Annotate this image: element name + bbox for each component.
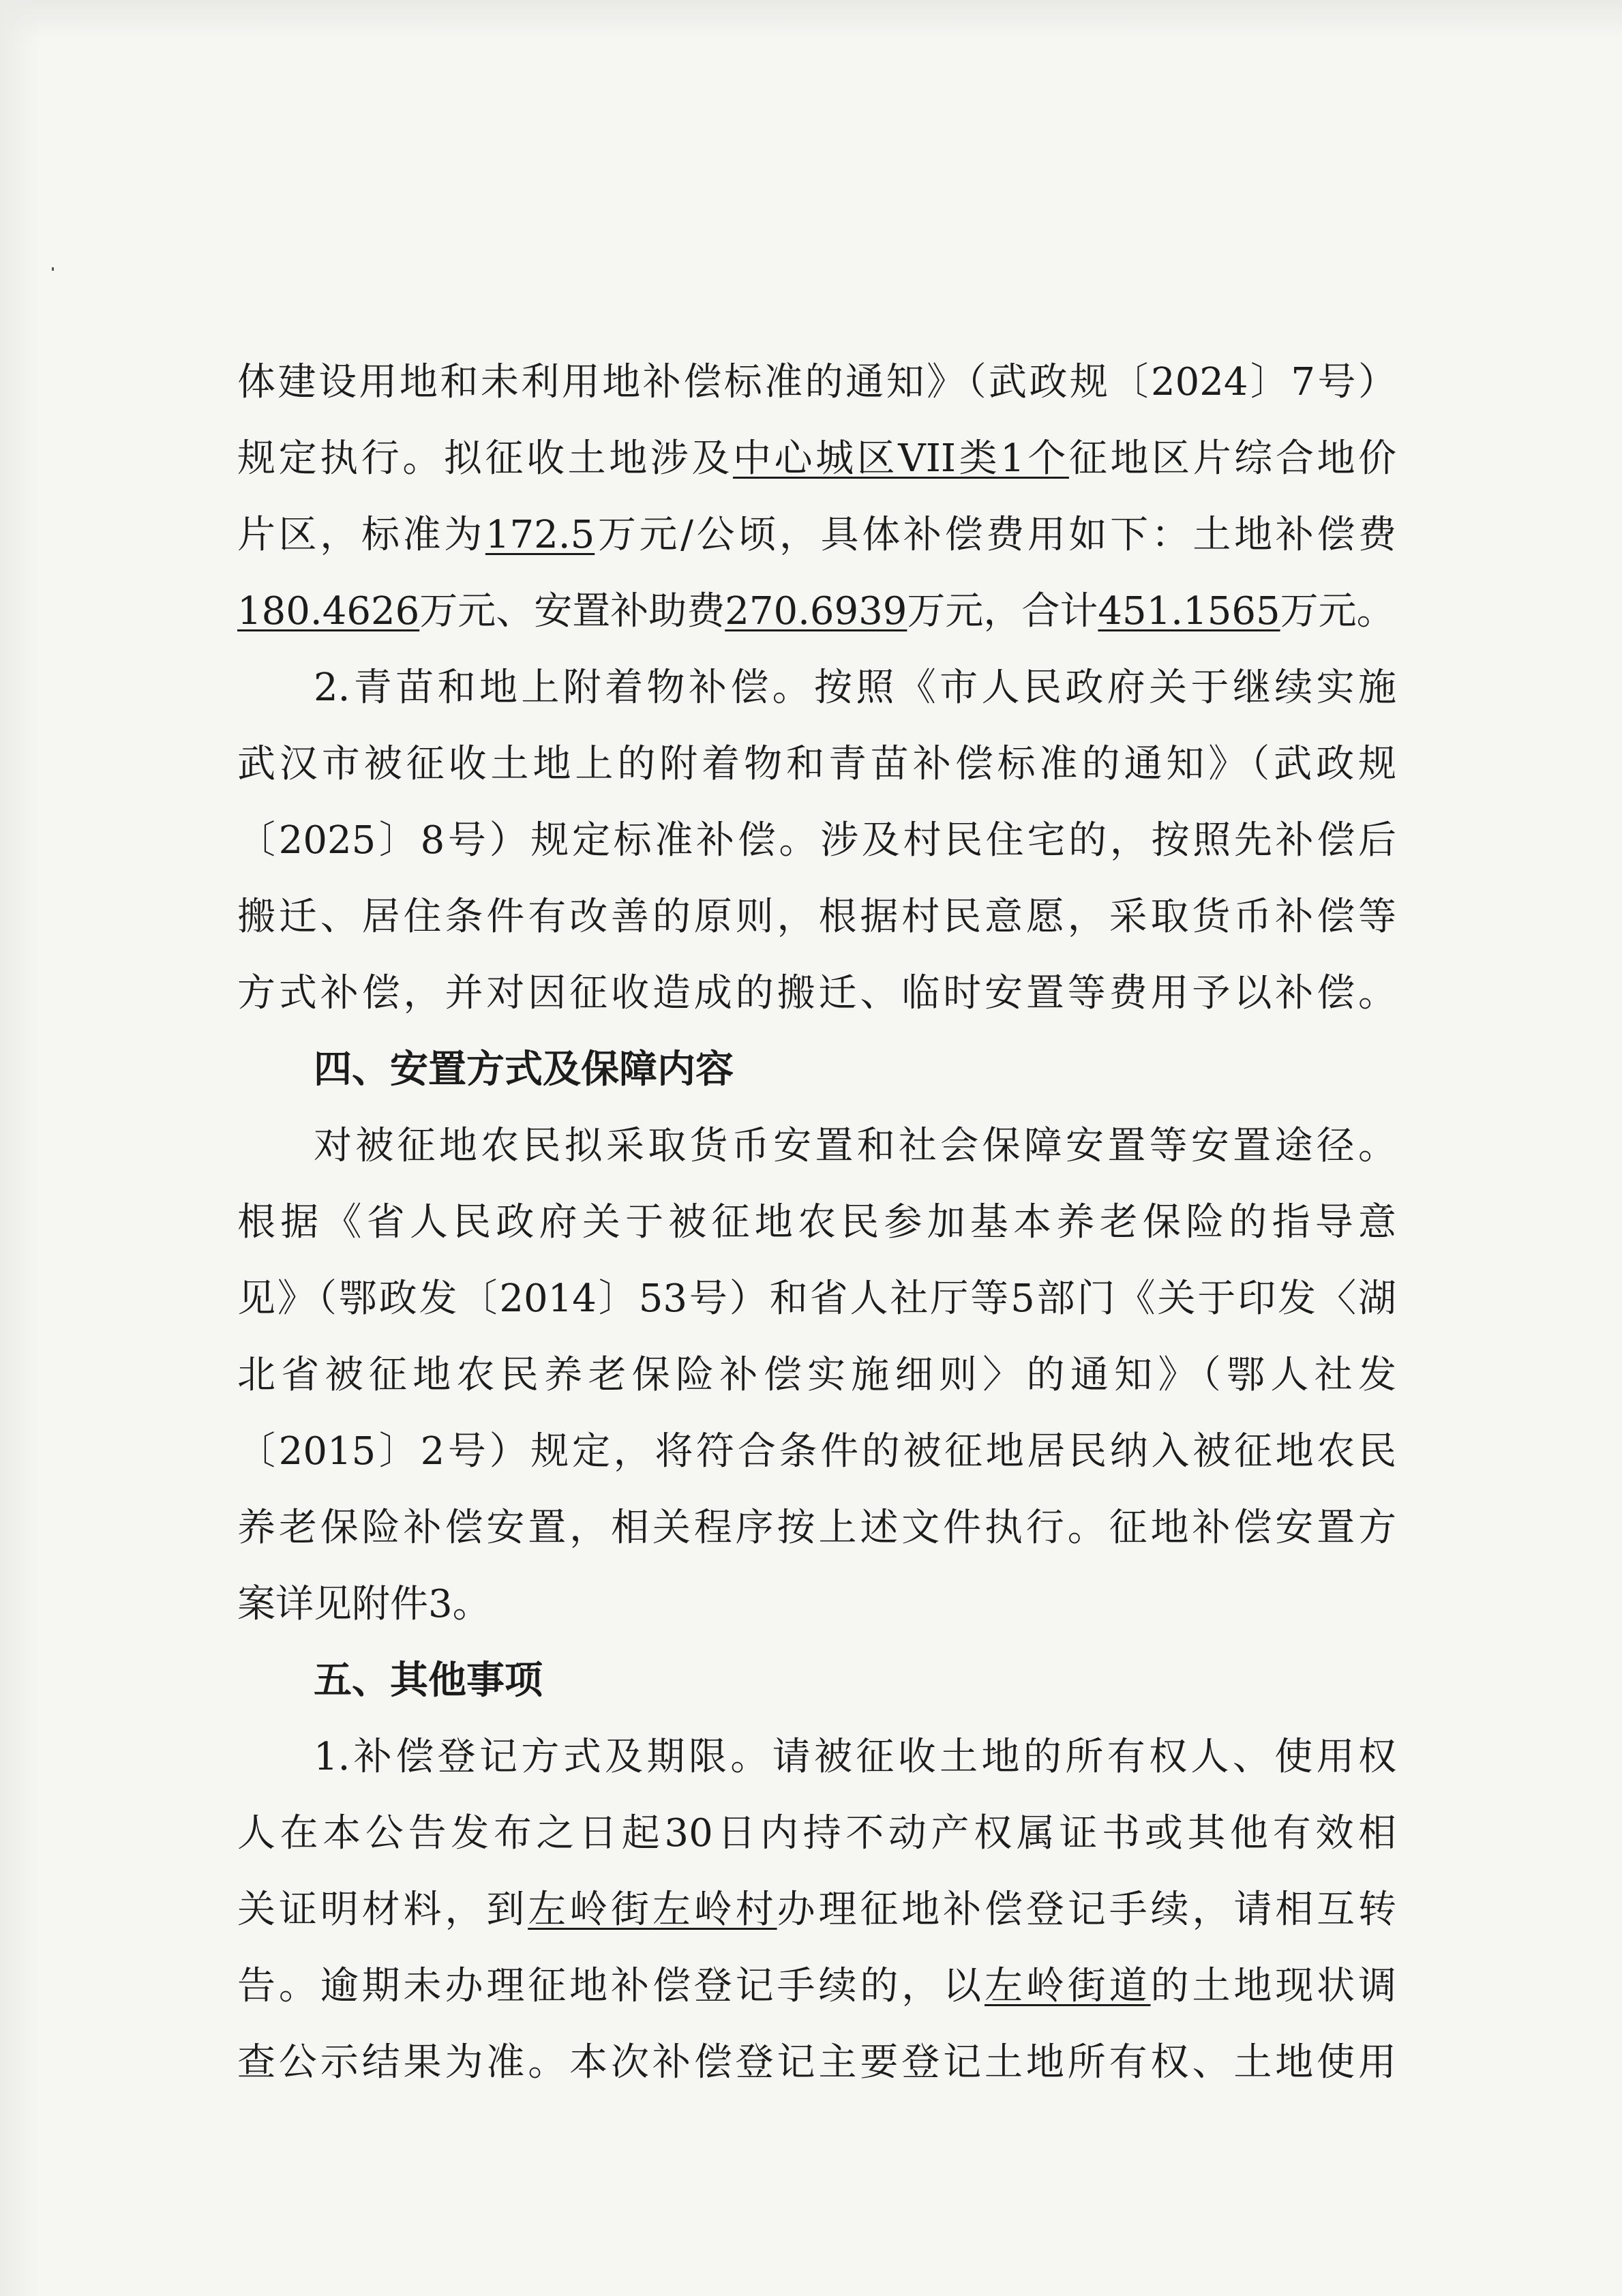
text-run: 片区，标准为 — [237, 513, 485, 557]
text-run: 案详见附件3。 — [237, 1582, 491, 1626]
text-run: 2.青苗和地上附着物补偿。按照《市人民政府关于继续实施 — [314, 666, 1396, 710]
paragraph-1-line-2 — [237, 421, 1396, 497]
paragraph-3-line-2 — [237, 1184, 1396, 1261]
text-run: 的土地现状调 — [1150, 1964, 1396, 2008]
section-heading-4: 四、安置方式及保障内容 — [314, 1047, 734, 1092]
paragraph-2-line-4 — [237, 879, 1396, 955]
text-run: 养老保险补偿安置，相关程序按上述文件执行。征地补偿安置方 — [237, 1506, 1396, 1550]
document-page — [237, 344, 1396, 2101]
paragraph-3-line-5 — [237, 1414, 1396, 1490]
paragraph-2-line-2 — [237, 726, 1396, 803]
text-run: 告。逾期未办理征地补偿登记手续的，以 — [237, 1964, 985, 2008]
paragraph-4-line-3 — [237, 1872, 1396, 1948]
paragraph-3-line-4 — [237, 1337, 1396, 1414]
scan-shadow-left — [0, 0, 41, 2296]
underlined-resettlement-subsidy: 270.6939 — [725, 589, 907, 633]
text-run: 北省被征地农民养老保险补偿实施细则〉的通知》（鄂人社发 — [237, 1353, 1396, 1397]
text-run: 〔2025〕8号）规定标准补偿。涉及村民住宅的，按照先补偿后 — [237, 818, 1396, 863]
text-run: 武汉市被征收土地上的附着物和青苗补偿标准的通知》（武政规 — [237, 742, 1396, 786]
paragraph-1-line-3 — [237, 497, 1396, 573]
paragraph-4-line-5 — [237, 2025, 1396, 2101]
scan-shadow-top — [0, 0, 1622, 41]
paragraph-1-line-4 — [237, 573, 1396, 650]
text-run: 万元，合计 — [907, 589, 1098, 633]
text-run: 人在本公告发布之日起30日内持不动产权属证书或其他有效相 — [237, 1811, 1396, 1855]
underlined-subdistrict-name: 左岭街道 — [985, 1964, 1151, 2008]
underlined-village-name: 左岭村 — [652, 1888, 777, 1932]
paragraph-4-line-1 — [237, 1719, 1396, 1795]
text-run: 查公示结果为准。本次补偿登记主要登记土地所有权、土地使用 — [237, 2040, 1396, 2085]
text-run: 1.补偿登记方式及期限。请被征收土地的所有权人、使用权 — [314, 1735, 1396, 1779]
underlined-total: 451.1565 — [1098, 589, 1280, 633]
paragraph-3-line-3 — [237, 1261, 1396, 1337]
text-run: 见》（鄂政发〔2014〕53号）和省人社厅等5部门《关于印发〈湖 — [237, 1277, 1396, 1321]
paragraph-3-line-1 — [237, 1108, 1396, 1184]
text-run: 〔2015〕2号）规定，将符合条件的被征地居民纳入被征地农民 — [237, 1429, 1396, 1474]
text-run: 搬迁、居住条件有改善的原则，根据村民意愿，采取货币补偿等 — [237, 895, 1396, 939]
paragraph-2-line-5 — [237, 955, 1396, 1032]
text-run: 方式补偿，并对因征收造成的搬迁、临时安置等费用予以补偿。 — [237, 971, 1396, 1015]
text-run: 关证明材料，到 — [237, 1888, 528, 1932]
underlined-street-name: 左岭街 — [528, 1888, 652, 1932]
section-heading-5: 五、其他事项 — [314, 1658, 543, 1703]
text-run: 征地区片综合地价 — [1068, 436, 1396, 481]
underlined-district-category: 中心城区VII类1个 — [732, 436, 1069, 481]
text-run: 对被征地农民拟采取货币安置和社会保障安置等安置途径。 — [314, 1124, 1396, 1168]
text-run: 万元/公顷，具体补偿费用如下：土地补偿费 — [595, 513, 1396, 557]
paragraph-3-line-7 — [237, 1566, 1396, 1643]
paragraph-4-line-4 — [237, 1948, 1396, 2025]
paragraph-2-line-3 — [237, 803, 1396, 879]
text-run: 万元。 — [1280, 589, 1395, 633]
text-run: 根据《省人民政府关于被征地农民参加基本养老保险的指导意 — [237, 1200, 1396, 1244]
scan-speck — [52, 267, 54, 271]
text-run: 规定执行。拟征收土地涉及 — [237, 436, 733, 481]
underlined-land-compensation: 180.4626 — [237, 589, 420, 633]
paragraph-1-line-1 — [237, 344, 1396, 421]
paragraph-3-line-6 — [237, 1490, 1396, 1566]
text-run: 万元、安置补助费 — [419, 589, 725, 633]
paragraph-2-line-1 — [237, 650, 1396, 726]
underlined-standard-price: 172.5 — [485, 513, 595, 557]
text-run: 办理征地补偿登记手续，请相互转 — [777, 1888, 1396, 1932]
paragraph-4-line-2 — [237, 1795, 1396, 1872]
text-run: 体建设用地和未利用地补偿标准的通知》（武政规〔2024〕7号） — [237, 360, 1396, 404]
